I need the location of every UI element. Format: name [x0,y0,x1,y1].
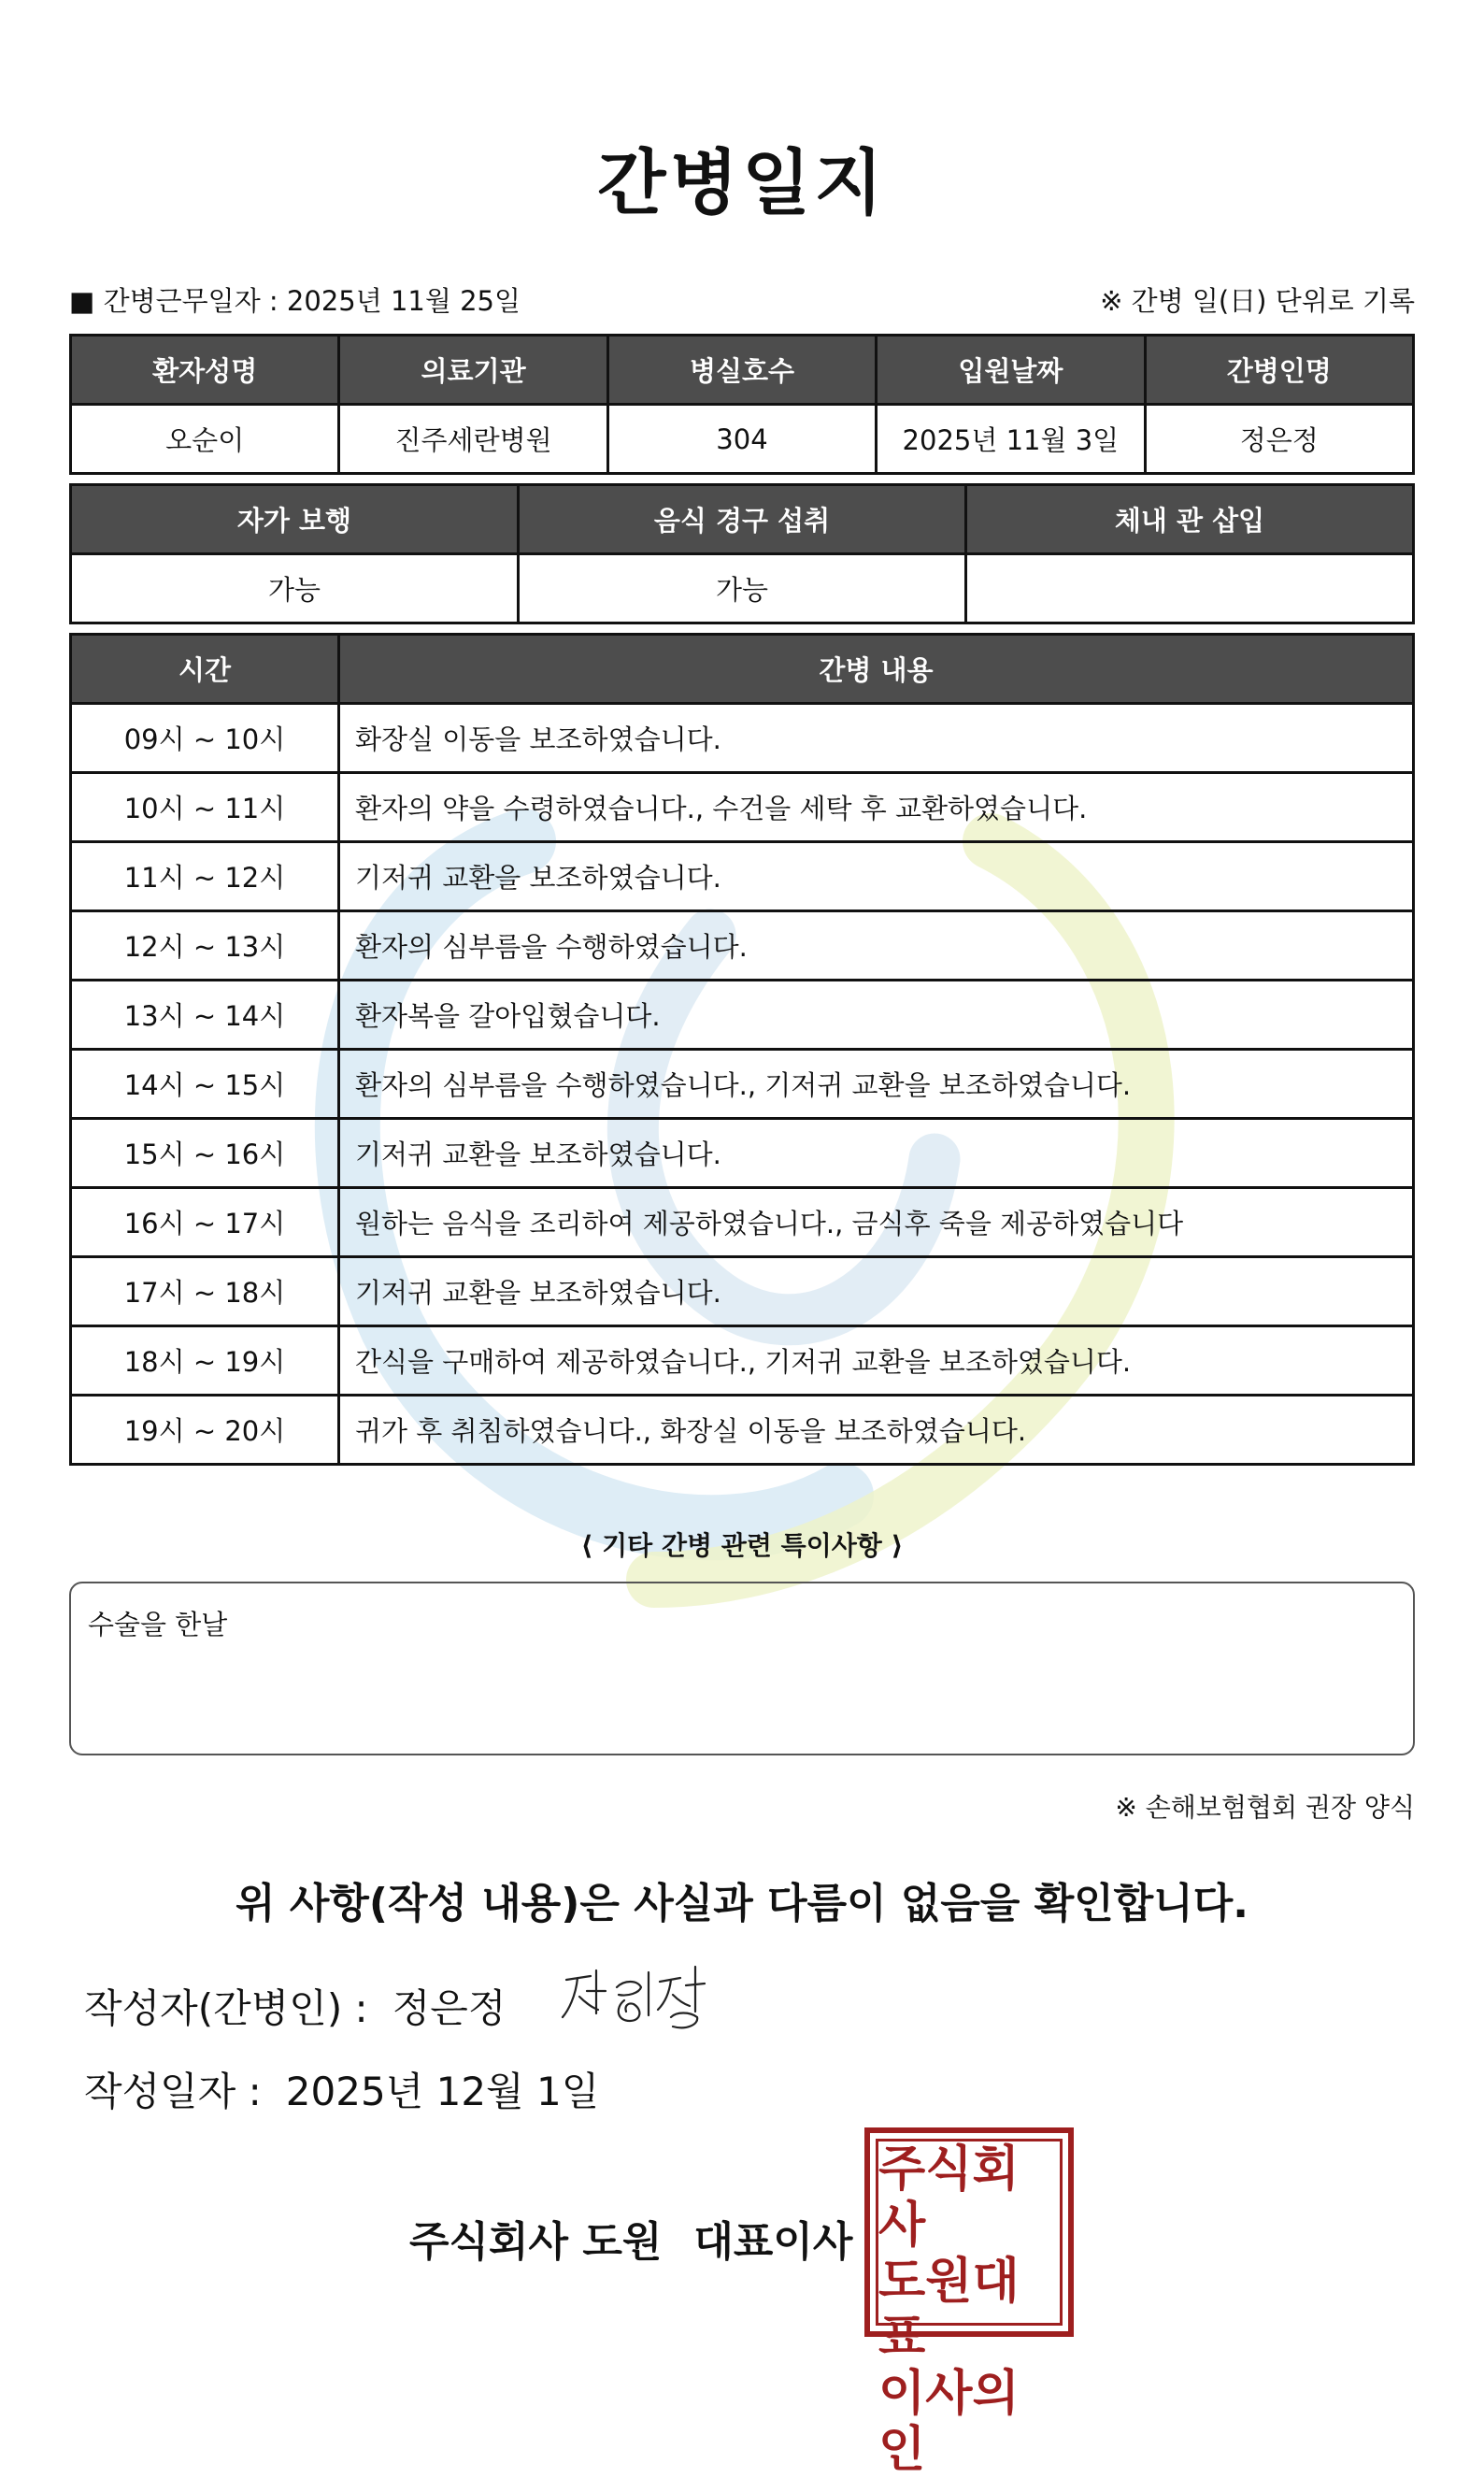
log-time: 14시 ~ 15시 [71,1050,339,1119]
company-seal-stamp [864,2127,1074,2478]
self-walking-value: 가능 [71,554,519,623]
oral-intake-value: 가능 [519,554,966,623]
log-content: 환자의 심부름을 수행하였습니다., 기저귀 교환을 보조하였습니다. [339,1050,1414,1119]
header-care-content: 간병 내용 [339,635,1414,704]
company-name: 주식회사 도원 [409,2218,663,2266]
log-time: 16시 ~ 17시 [71,1188,339,1257]
table-row [71,773,1414,842]
table-row [71,1396,1414,1465]
confirmation-statement: 위 사항(작성 내용)은 사실과 다름이 없음을 확인합니다. [235,1880,1249,1927]
care-log-table [69,633,1415,1466]
writer-label: 작성자(간병인) : [84,1985,368,2031]
written-date-line [84,2061,599,2117]
handwritten-signature [559,1959,718,2034]
log-time: 09시 ~ 10시 [71,704,339,773]
header-oral-intake: 음식 경구 섭취 [519,485,966,554]
writer-line [84,1978,506,2034]
header-patient-name: 환자성명 [71,336,339,405]
log-content: 간식을 구매하여 제공하였습니다., 기저귀 교환을 보조하였습니다. [339,1326,1414,1396]
header-room: 병실호수 [607,336,876,405]
log-time: 12시 ~ 13시 [71,911,339,981]
header-self-walking: 자가 보행 [71,485,519,554]
log-time: 17시 ~ 18시 [71,1257,339,1326]
association-note: ※ 손해보험협회 권장 양식 [1115,1792,1415,1823]
written-date-label: 작성일자 : [84,2069,262,2114]
log-time: 13시 ~ 14시 [71,981,339,1050]
notes-title: ⟨ 기타 간병 관련 특이사항 ⟩ [580,1530,904,1561]
caregiver-name: 정은정 [1145,405,1413,474]
company-representative: 대표이사 [693,2218,853,2266]
log-time: 19시 ~ 20시 [71,1396,339,1465]
table-row [71,704,1414,773]
log-content: 귀가 후 취침하였습니다., 화장실 이동을 보조하였습니다. [339,1396,1414,1465]
company-line [409,2208,852,2268]
notes-content: 수술을 한날 [88,1609,228,1640]
written-date-value: 2025년 12월 1일 [285,2069,600,2114]
tube-insertion-value [966,554,1414,623]
header-admission-date: 입원날짜 [877,336,1145,405]
header-tube-insertion: 체내 관 삽입 [966,485,1414,554]
log-content: 환자복을 갈아입혔습니다. [339,981,1414,1050]
work-date [69,280,521,319]
patient-info-table [69,334,1415,475]
log-content: 환자의 심부름을 수행하였습니다. [339,911,1414,981]
room-number: 304 [607,405,876,474]
log-time: 15시 ~ 16시 [71,1119,339,1188]
seal-inner-frame [876,2139,1063,2478]
log-content: 환자의 약을 수령하였습니다., 수건을 세탁 후 교환하였습니다. [339,773,1414,842]
table-row [71,1326,1414,1396]
header-caregiver: 간병인명 [1145,336,1413,405]
work-date-label: ■ 간병근무일자 : [69,285,278,317]
table-row [71,1050,1414,1119]
writer-name: 정은정 [392,1985,507,2031]
hospital-name: 진주세란병원 [339,405,607,474]
log-content: 원하는 음식을 조리하여 제공하였습니다., 금식후 죽을 제공하였습니다 [339,1188,1414,1257]
work-date-value: 2025년 11월 25일 [286,285,521,317]
seal-row: 이사의인 [878,2366,1020,2478]
notes-box [69,1582,1415,1755]
log-content: 화장실 이동을 보조하였습니다. [339,704,1414,773]
patient-name: 오순이 [71,405,339,474]
header-hospital: 의료기관 [339,336,607,405]
header-time: 시간 [71,635,339,704]
seal-row: 주식회사 [878,2141,1020,2254]
table-row [71,1119,1414,1188]
seal-row: 도원대표 [878,2254,1020,2366]
admission-date: 2025년 11월 3일 [877,405,1145,474]
page-title: 간병일지 [597,141,887,224]
log-time: 10시 ~ 11시 [71,773,339,842]
log-content: 기저귀 교환을 보조하였습니다. [339,1257,1414,1326]
log-time: 18시 ~ 19시 [71,1326,339,1396]
unit-note: ※ 간병 일(日) 단위로 기록 [1100,285,1415,317]
table-row [71,842,1414,911]
patient-status-table [69,483,1415,624]
table-row [71,1257,1414,1326]
log-content: 기저귀 교환을 보조하였습니다. [339,842,1414,911]
log-content: 기저귀 교환을 보조하였습니다. [339,1119,1414,1188]
table-row [71,911,1414,981]
table-row [71,981,1414,1050]
log-time: 11시 ~ 12시 [71,842,339,911]
table-row [71,1188,1414,1257]
